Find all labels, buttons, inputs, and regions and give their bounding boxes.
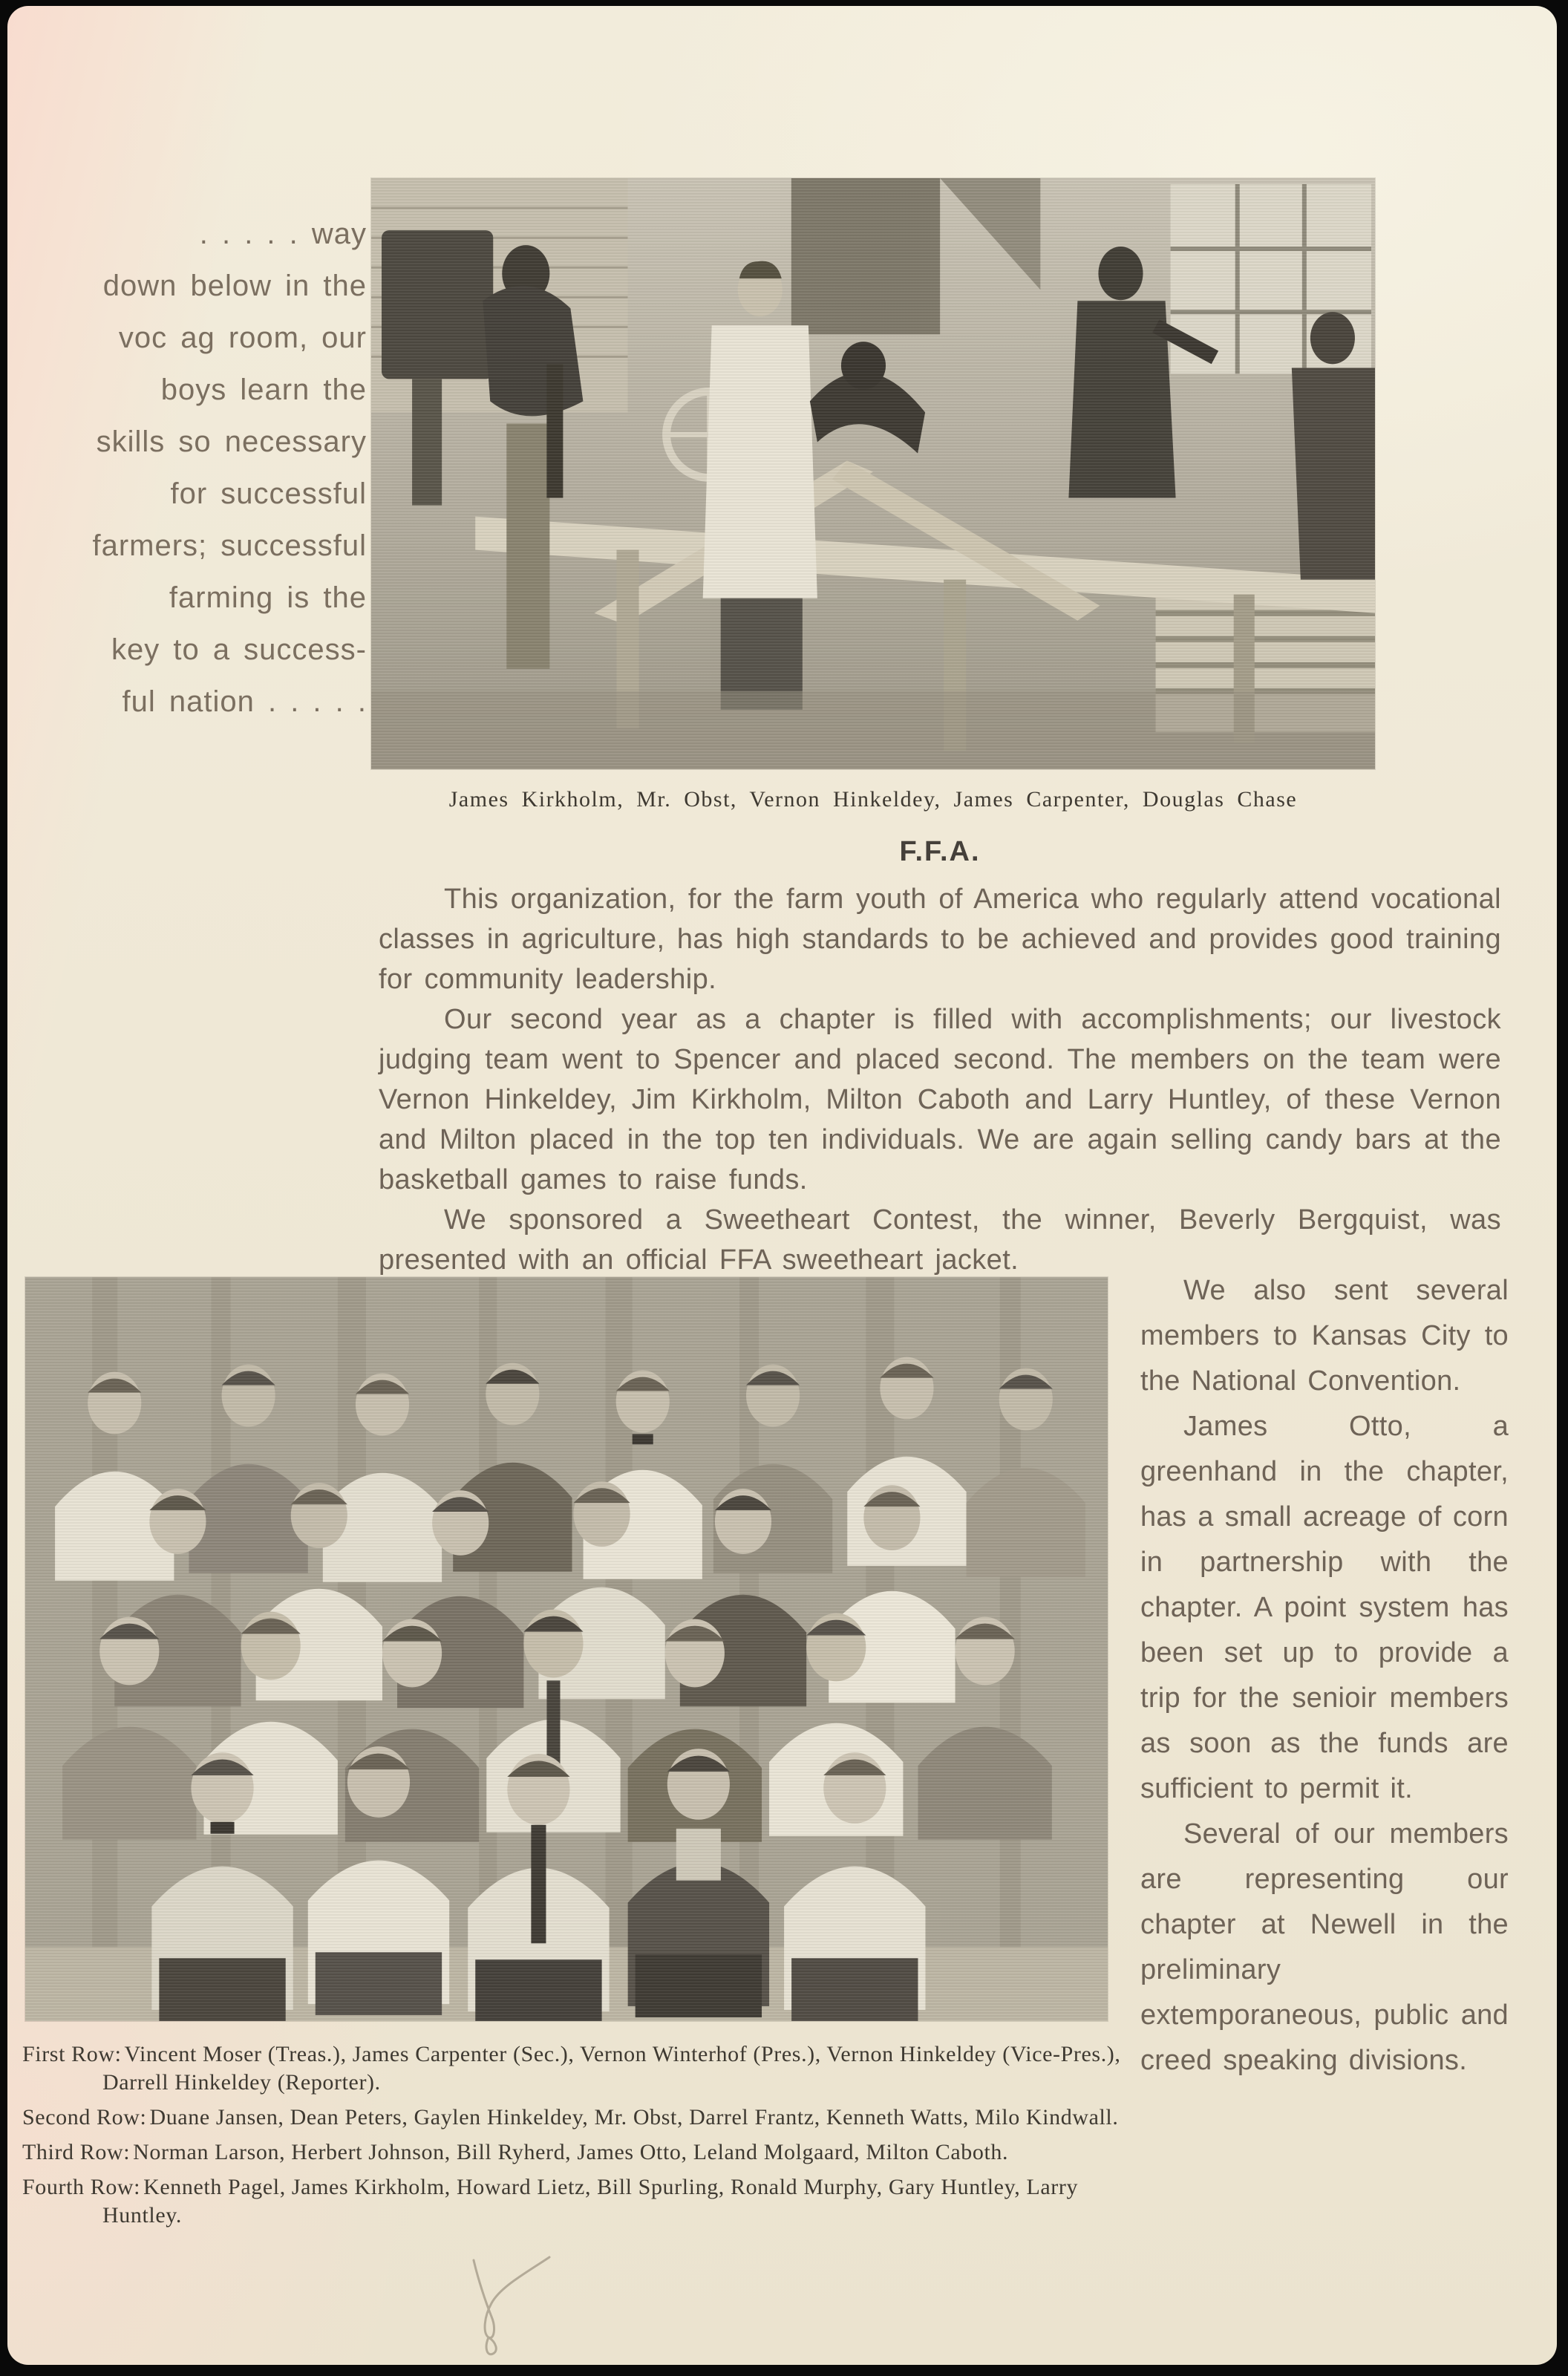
shop-photo-caption: James Kirkholm, Mr. Obst, Vernon Hinkeldey, James Carpenter, Douglas Chase [448,787,1298,812]
caption-row-first [22,2040,1140,2097]
side-paragraph: Several of our members are representing our chapter at Newell in the preliminary extemporaneous, public and creed speaking divisions. [1140,1818,1509,2076]
group-photo-captions [22,2040,1140,2236]
caption-row-second [22,2104,1140,2132]
intro-line: voc ag room, our [118,322,367,354]
caption-row-label: Fourth Row: [22,2175,141,2199]
intro-line: ful nation . . . . . [122,685,367,718]
intro-line: for successful [170,477,367,510]
side-column [1140,1268,1509,2083]
article-paragraph: This organization, for the farm youth of America who regularly attend vocational classes in agriculture, has high standards to be achieved and provides good training for community leadership. [379,884,1501,995]
yearbook-page [7,6,1557,2365]
intro-line: key to a success- [111,633,367,666]
side-paragraph: We also sent several members to Kansas City to the National Convention. [1140,1275,1509,1397]
shop-photo [371,178,1375,769]
article-body [379,879,1501,1280]
caption-row-label: Second Row: [22,2105,147,2129]
intro-line: boys learn the [160,373,367,406]
intro-line: farming is the [169,581,367,614]
caption-row-fourth [22,2173,1140,2230]
group-photo [25,1277,1108,2021]
intro-poem [76,208,367,728]
article-paragraph: Our second year as a chapter is filled with accomplishments; our livestock judging team went to Spencer and placed second. The members on the team were Vernon Hinkeldey, Jim Kirkholm, Milton Caboth and Larry Huntley, of these Vernon and Milton placed in the top ten individuals. We are again selling candy bars at the basketball games to raise funds. [379,1004,1501,1195]
intro-line: skills so necessary [96,425,367,458]
caption-row-third [22,2138,1140,2167]
caption-row-names: Kenneth Pagel, James Kirkholm, Howard Lietz, Bill Spurling, Ronald Murphy, Gary Huntley, Larry Huntley. [102,2175,1079,2228]
caption-row-label: First Row: [22,2042,122,2066]
article-paragraph: We sponsored a Sweetheart Contest, the winner, Beverly Bergquist, was presented with an official FFA sweetheart jacket. [379,1204,1501,1276]
intro-line: . . . . . way [199,218,367,250]
pencil-mark [462,2250,558,2361]
intro-line: farmers; successful [92,529,367,562]
group-photo-art [25,1277,1108,2021]
caption-row-names: Vincent Moser (Treas.), James Carpenter (Sec.), Vernon Winterhof (Pres.), Vernon Hinkeldey (Vice-Pres.), Darrell Hinkeldey (Reporter). [102,2042,1121,2095]
caption-row-names: Norman Larson, Herbert Johnson, Bill Ryherd, James Otto, Leland Molgaard, Milton Caboth. [133,2140,1009,2164]
page-title: F.F.A. [899,836,981,867]
side-paragraph: James Otto, a greenhand in the chapter, has a small acreage of corn in partnership with the chapter. A point system has been set up to provide a trip for the senioir members as soon as the funds are sufficient to permit it. [1140,1411,1509,1804]
caption-row-label: Third Row: [22,2140,131,2164]
shop-photo-art [371,178,1375,769]
caption-row-names: Duane Jansen, Dean Peters, Gaylen Hinkeldey, Mr. Obst, Darrel Frantz, Kenneth Watts, Milo Kindwall. [149,2105,1119,2129]
intro-line: down below in the [102,270,367,302]
